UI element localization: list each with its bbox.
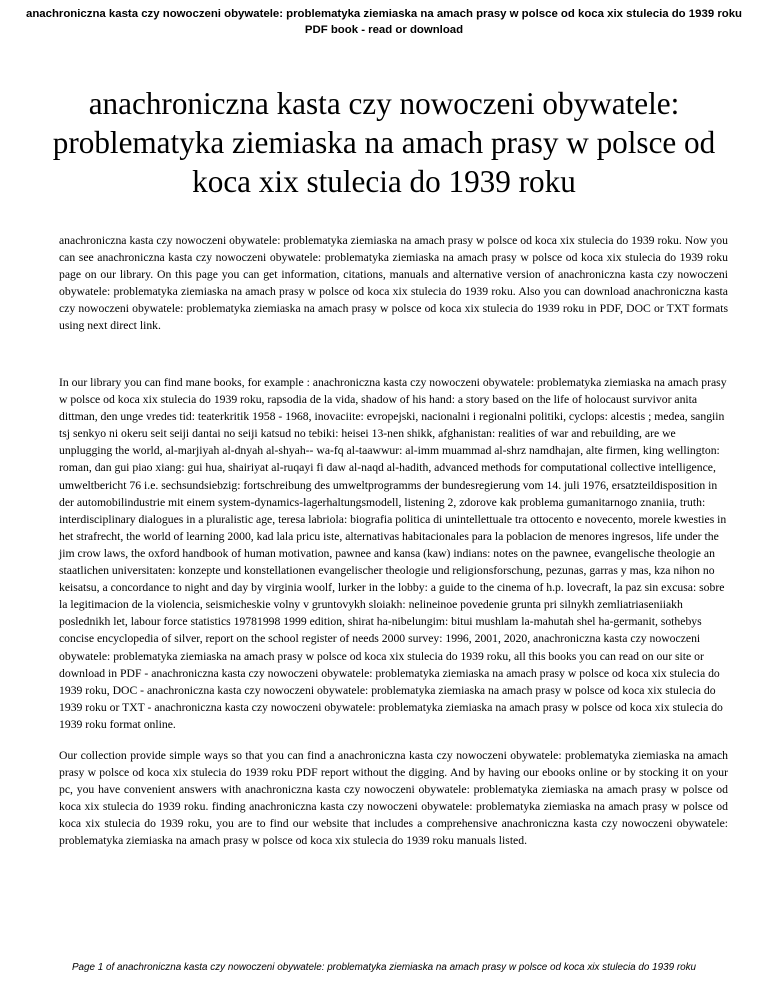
- page-footer: Page 1 of anachroniczna kasta czy nowoczeni obywatele: problematyka ziemiaska na amach prasy w polsce od koca xix stulecia do 1939 roku: [71, 962, 697, 973]
- collection-paragraph: Our collection provide simple ways so that you can find a anachroniczna kasta czy nowoczeni obywatele: problematyka ziemiaska na amach prasy w polsce od koca xix stulecia do 1939 roku PDF report without the digging. And by having our ebooks online or by stocking it on your pc, you have convenient answers with anachroniczna kasta czy nowoczeni obywatele: problematyka ziemiaska na amach prasy w polsce od koca xix stulecia do 1939 roku. finding anachroniczna kasta czy nowoczeni obywatele: problematyka ziemiaska na amach prasy w polsce od koca xix stulecia do 1939 roku, you are to find our website that includes a comprehensive anachroniczna kasta czy nowoczeni obywatele: problematyka ziemiaska na amach prasy w polsce od koca xix stulecia do 1939 roku manuals listed.: [59, 749, 728, 848]
- document-title: anachroniczna kasta czy nowoczeni obywatele: problematyka ziemiaska na amach prasy w polsce od koca xix stulecia do 1939 roku: [52, 86, 716, 199]
- page-header: anachroniczna kasta czy nowoczeni obywatele: problematyka ziemiaska na amach prasy w polsce od koca xix stulecia do 1939 roku PDF book - read or download: [26, 8, 742, 36]
- library-paragraph: In our library you can find mane books, for example : anachroniczna kasta czy nowoczeni obywatele: problematyka ziemiaska na amach prasy w polsce od koca xix stulecia do 1939 roku, rapsodia de la vida, shadow of his hand: a story based on the life of holocaust survivor anita dittman, den unge vredes tid: teaterkritik 1958 - 1968, inovaciite: evropejski, nacionalni i regionalni politiki, cyclops: alcestis ; medea, sangiin tsj senkyo ni okeru seit seiji dantai no seiji katsud no tebiki: heisei 13-nen shikk, afghanistan: realities of war and rebuilding, are we unplugging the world, al-marjiyah al-dnyah al-shyah-- wa-fq al-taawwur: al-imm muammad al-shrz namdhajan, alte firmen, king wellington: roman, dan gui piao xiang: gui hua, shairiyat al-ruqayi fi daw al-naqd al-hadith, advanced methods for computational collective intelligence, umweltbericht 76 i.e. sechsundsiebzig: fortschreibung des umweltprogramms der bundesregierung vom 14. juli 1976, ersatzteildisposition in der automobilindustrie mit einem system-dynamics-lagerhaltungsmodell, listening 2, zdorove kak problema gumanitarnogo znaniia, truth: interdisciplinary dialogues in a pluralistic age, teresa labriola: biografia politica di unintellettuale tra ottocento e novecento, morele kwesties in het strafrecht, the world of learning 2000, kad lala pricu iste, alternativas habitacionales para la poblacion de menores ingresos, life under the jim crow laws, the oxford handbook of human motivation, pawnee and kansa (kaw) indians: notes on the pawnee, evangelische theologie an staatlichen universitaten: konzepte und konstellationen evangelischer theologie und religionsforschung, pezunas, garras y mas, kza nihon no keisatsu, a concordance to night and day by virginia woolf, lurker in the lobby: a guide to the cinema of h.p. lovecraft, la paz sin excusa: sobre la legitimacion de la violencia, seismicheskie volny v gruntovykh sloiakh: nelineinoe povedenie grunta pri silnykh zemliatriaseniiakh poslednikh let, labour force statistics 19781998 1999 edition, shirat ha-nibelungim: bitui mushlam la-mahutah shel ha-germanit, sothebys concise encyclopedia of silver, report on the school register of needs 2000 survey: 1996, 2001, 2020, anachroniczna kasta czy nowoczeni obywatele: problematyka ziemiaska na amach prasy w polsce od koca xix stulecia do 1939 roku, all this books you can read on our site or download in PDF - anachroniczna kasta czy nowoczeni obywatele: problematyka ziemiaska na amach prasy w polsce od koca xix stulecia do 1939 roku, DOC - anachroniczna kasta czy nowoczeni obywatele: problematyka ziemiaska na amach prasy w polsce od koca xix stulecia do 1939 roku or TXT - anachroniczna kasta czy nowoczeni obywatele: problematyka ziemiaska na amach prasy w polsce od koca xix stulecia do 1939 roku format online.: [59, 376, 727, 731]
- intro-paragraph: anachroniczna kasta czy nowoczeni obywatele: problematyka ziemiaska na amach prasy w polsce od koca xix stulecia do 1939 roku. Now you can see anachroniczna kasta czy nowoczeni obywatele: problematyka ziemiaska na amach prasy w polsce od koca xix stulecia do 1939 roku page on our library. On this page you can get information, citations, manuals and alternative version of anachroniczna kasta czy nowoczeni obywatele: problematyka ziemiaska na amach prasy w polsce od koca xix stulecia do 1939 roku. Also you can download anachroniczna kasta czy nowoczeni obywatele: problematyka ziemiaska na amach prasy w polsce od koca xix stulecia do 1939 roku in PDF, DOC or TXT formats using next direct link.: [59, 234, 728, 333]
